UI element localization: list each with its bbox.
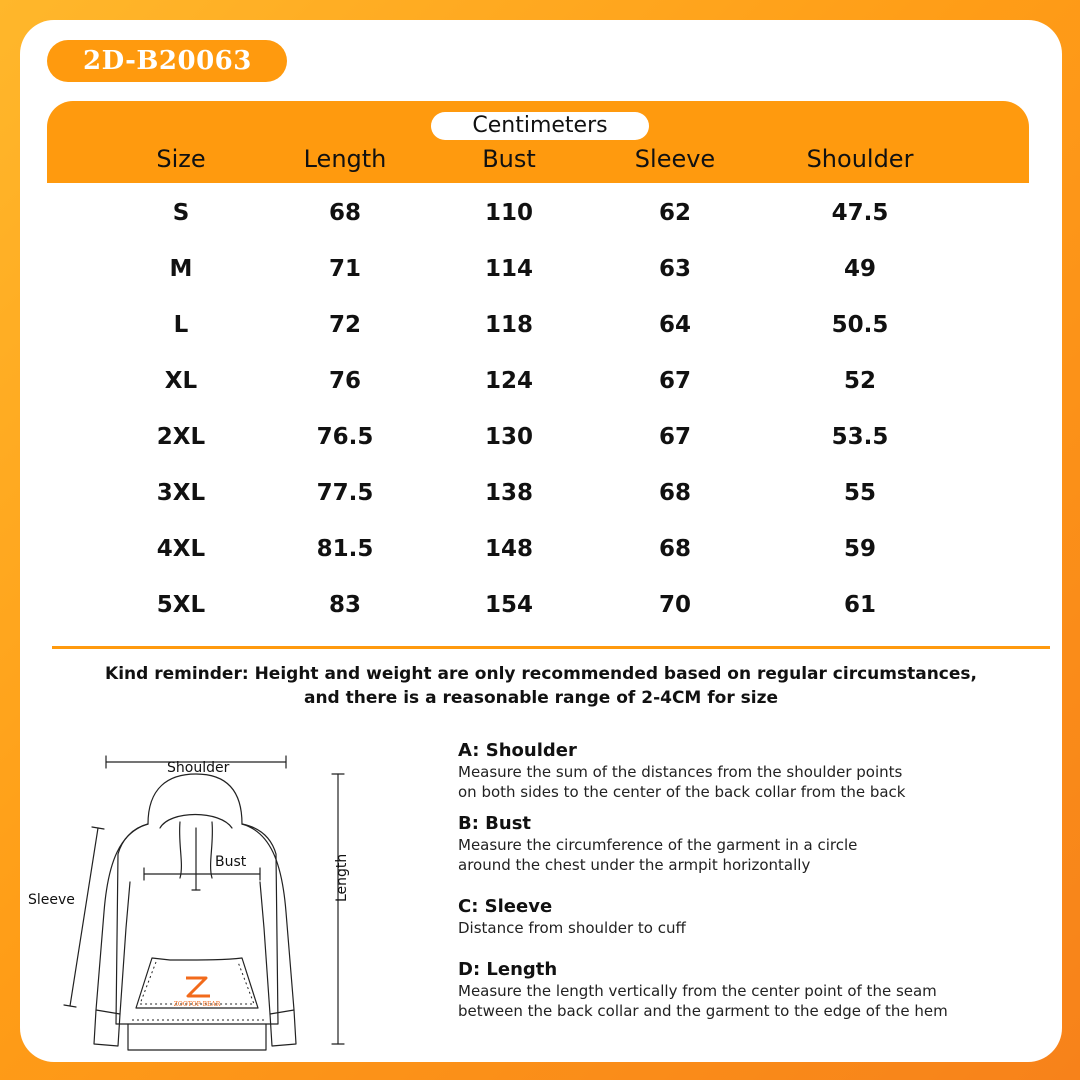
length-label: Length: [334, 853, 350, 902]
cell-shoulder: 59: [843, 536, 877, 562]
cell-sleeve: 62: [658, 200, 692, 226]
cell-bust: 114: [484, 256, 534, 282]
measure-bust: [458, 813, 857, 875]
measure-desc-line: Distance from shoulder to cuff: [458, 919, 686, 937]
table-row: [47, 575, 1029, 631]
cell-shoulder: 55: [843, 480, 877, 506]
cell-sleeve: 68: [658, 536, 692, 562]
measure-desc-line: Measure the length vertically from the center point of the seam: [458, 982, 937, 1000]
cell-bust: 124: [484, 368, 534, 394]
measure-desc-line: on both sides to the center of the back collar from the back: [458, 783, 906, 801]
table-row: [47, 239, 1029, 295]
brand-logo: [174, 978, 221, 1008]
table-row: [47, 463, 1029, 519]
size-chart-card: [20, 20, 1062, 1062]
measure-desc-line: between the back collar and the garment to the edge of the hem: [458, 1002, 948, 1020]
cell-length: 76.5: [316, 424, 374, 450]
measure-length: [458, 959, 948, 1021]
cell-bust: 118: [484, 312, 534, 338]
cell-bust: 110: [484, 200, 534, 226]
cell-sleeve: 67: [658, 424, 692, 450]
reminder-line-1: Kind reminder: Height and weight are only recommended based on regular circumstances,: [105, 664, 977, 684]
measure-desc-line: Measure the sum of the distances from the shoulder points: [458, 763, 903, 781]
reminder-line-2: and there is a reasonable range of 2-4CM for size: [303, 688, 779, 708]
cell-shoulder: 53.5: [831, 424, 889, 450]
cell-sleeve: 63: [658, 256, 692, 282]
column-header-sleeve: Sleeve: [634, 145, 716, 173]
measure-desc-line: Measure the circumference of the garment in a circle: [458, 836, 858, 854]
cell-size: XL: [164, 368, 198, 394]
sleeve-label: Sleeve: [28, 892, 75, 908]
table-row: [47, 183, 1029, 239]
cell-size: L: [173, 312, 189, 338]
section-divider: [52, 646, 1050, 649]
cell-size: 4XL: [156, 536, 206, 562]
cell-bust: 130: [484, 424, 534, 450]
column-header-bust: Bust: [482, 145, 536, 173]
cell-size: 2XL: [156, 424, 206, 450]
cell-shoulder: 47.5: [831, 200, 889, 226]
cell-bust: 138: [484, 480, 534, 506]
table-row: [47, 519, 1029, 575]
cell-length: 72: [328, 312, 362, 338]
measure-title: D: Length: [458, 959, 558, 980]
unit-label: Centimeters: [431, 112, 649, 140]
cell-shoulder: 61: [843, 592, 877, 618]
cell-size: M: [169, 256, 193, 282]
cell-sleeve: 64: [658, 312, 692, 338]
cell-bust: 148: [484, 536, 534, 562]
logo-text: ZOOTOP BEAR: [173, 1001, 221, 1008]
cell-length: 68: [328, 200, 362, 226]
size-reminder: [60, 662, 1022, 710]
size-table-body: [47, 183, 1029, 631]
cell-sleeve: 67: [658, 368, 692, 394]
shoulder-label: Shoulder: [167, 760, 230, 776]
bust-label: Bust: [215, 854, 247, 870]
measure-sleeve: [458, 896, 686, 938]
measure-shoulder: [458, 740, 905, 802]
cell-length: 77.5: [316, 480, 374, 506]
cell-shoulder: 52: [843, 368, 877, 394]
cell-size: 5XL: [156, 592, 206, 618]
cell-sleeve: 68: [658, 480, 692, 506]
table-row: [47, 295, 1029, 351]
measure-title: A: Shoulder: [458, 740, 577, 761]
column-header-size: Size: [156, 145, 206, 173]
product-code-badge: 2D-B20063: [47, 40, 287, 82]
cell-bust: 154: [484, 592, 534, 618]
cell-length: 71: [328, 256, 362, 282]
cell-shoulder: 49: [843, 256, 877, 282]
table-row: [47, 407, 1029, 463]
hoodie-diagram: [20, 732, 440, 1062]
cell-shoulder: 50.5: [831, 312, 889, 338]
measure-title: C: Sleeve: [458, 896, 553, 917]
table-row: [47, 351, 1029, 407]
measure-desc-line: around the chest under the armpit horizontally: [458, 856, 811, 874]
cell-length: 76: [328, 368, 362, 394]
cell-size: 3XL: [156, 480, 206, 506]
column-header-shoulder: Shoulder: [806, 145, 914, 173]
column-header-length: Length: [303, 145, 387, 173]
cell-size: S: [172, 200, 190, 226]
measure-title: B: Bust: [458, 813, 532, 834]
cell-length: 81.5: [316, 536, 374, 562]
hoodie-outline-illustration: [20, 732, 440, 1062]
table-header: [47, 101, 1029, 183]
cell-sleeve: 70: [658, 592, 692, 618]
cell-length: 83: [328, 592, 362, 618]
